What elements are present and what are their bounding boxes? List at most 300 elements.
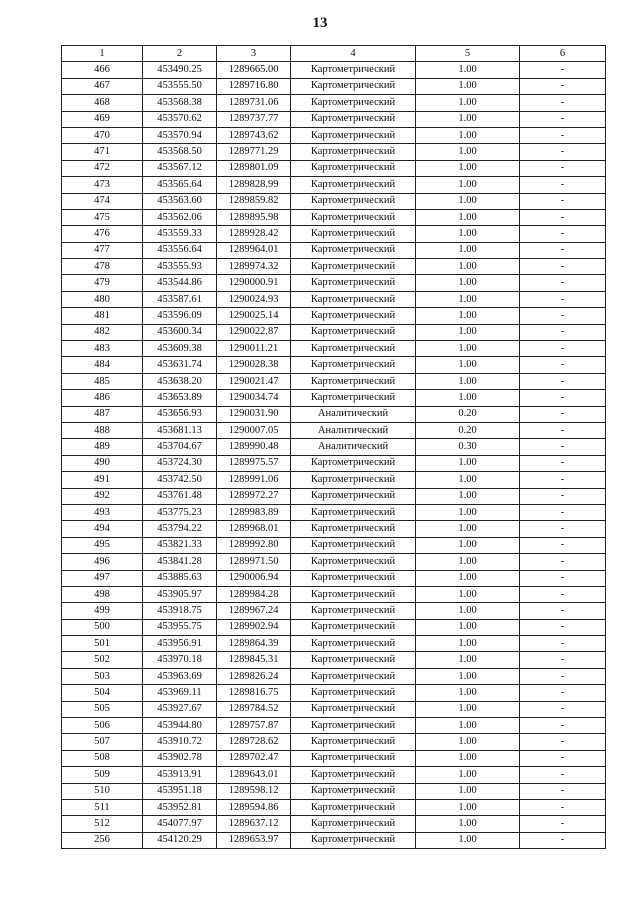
method-cell: Картометрический <box>291 603 416 619</box>
accuracy-cell: 1.00 <box>416 95 520 111</box>
y-coordinate-cell: 1290011.21 <box>217 341 291 357</box>
y-coordinate-cell: 1290022.87 <box>217 324 291 340</box>
note-cell: - <box>520 275 606 291</box>
method-cell: Картометрический <box>291 177 416 193</box>
point-number-cell: 500 <box>62 619 143 635</box>
table-row <box>62 750 606 766</box>
table-row <box>62 816 606 832</box>
point-number-cell: 466 <box>62 62 143 78</box>
column-header: 1 <box>62 46 143 62</box>
y-coordinate-cell: 1289967.24 <box>217 603 291 619</box>
accuracy-cell: 1.00 <box>416 127 520 143</box>
accuracy-cell: 1.00 <box>416 111 520 127</box>
accuracy-cell: 1.00 <box>416 701 520 717</box>
note-cell: - <box>520 341 606 357</box>
table-row <box>62 586 606 602</box>
accuracy-cell: 1.00 <box>416 488 520 504</box>
y-coordinate-cell: 1289895.98 <box>217 209 291 225</box>
accuracy-cell: 1.00 <box>416 750 520 766</box>
point-number-cell: 490 <box>62 455 143 471</box>
point-number-cell: 505 <box>62 701 143 717</box>
point-number-cell: 256 <box>62 832 143 848</box>
x-coordinate-cell: 453944.80 <box>143 718 217 734</box>
note-cell: - <box>520 586 606 602</box>
page-number: 13 <box>312 15 328 31</box>
method-cell: Картометрический <box>291 668 416 684</box>
x-coordinate-cell: 453596.09 <box>143 308 217 324</box>
point-number-cell: 495 <box>62 537 143 553</box>
point-number-cell: 468 <box>62 95 143 111</box>
table-row <box>62 439 606 455</box>
method-cell: Картометрический <box>291 652 416 668</box>
accuracy-cell: 1.00 <box>416 160 520 176</box>
table-row <box>62 209 606 225</box>
point-number-cell: 479 <box>62 275 143 291</box>
point-number-cell: 467 <box>62 78 143 94</box>
accuracy-cell: 0.30 <box>416 439 520 455</box>
table-row <box>62 488 606 504</box>
table-row <box>62 62 606 78</box>
method-cell: Картометрический <box>291 78 416 94</box>
note-cell: - <box>520 750 606 766</box>
accuracy-cell: 1.00 <box>416 341 520 357</box>
y-coordinate-cell: 1289757.87 <box>217 718 291 734</box>
point-number-cell: 476 <box>62 226 143 242</box>
x-coordinate-cell: 453562.06 <box>143 209 217 225</box>
x-coordinate-cell: 453600.34 <box>143 324 217 340</box>
column-header: 4 <box>291 46 416 62</box>
y-coordinate-cell: 1289971.50 <box>217 554 291 570</box>
x-coordinate-cell: 453570.94 <box>143 127 217 143</box>
note-cell: - <box>520 226 606 242</box>
accuracy-cell: 1.00 <box>416 619 520 635</box>
accuracy-cell: 1.00 <box>416 472 520 488</box>
y-coordinate-cell: 1290000.91 <box>217 275 291 291</box>
table-row <box>62 406 606 422</box>
point-number-cell: 492 <box>62 488 143 504</box>
x-coordinate-cell: 453559.33 <box>143 226 217 242</box>
table-row <box>62 275 606 291</box>
table-header-row <box>62 46 606 62</box>
table-row <box>62 177 606 193</box>
x-coordinate-cell: 453490.25 <box>143 62 217 78</box>
x-coordinate-cell: 453952.81 <box>143 799 217 815</box>
point-number-cell: 471 <box>62 144 143 160</box>
point-number-cell: 506 <box>62 718 143 734</box>
y-coordinate-cell: 1289828.99 <box>217 177 291 193</box>
method-cell: Картометрический <box>291 718 416 734</box>
y-coordinate-cell: 1289731.06 <box>217 95 291 111</box>
accuracy-cell: 1.00 <box>416 685 520 701</box>
point-number-cell: 472 <box>62 160 143 176</box>
note-cell: - <box>520 455 606 471</box>
accuracy-cell: 1.00 <box>416 570 520 586</box>
method-cell: Картометрический <box>291 537 416 553</box>
point-number-cell: 507 <box>62 734 143 750</box>
table-row <box>62 455 606 471</box>
accuracy-cell: 1.00 <box>416 783 520 799</box>
accuracy-cell: 1.00 <box>416 308 520 324</box>
note-cell: - <box>520 701 606 717</box>
y-coordinate-cell: 1290028.38 <box>217 357 291 373</box>
method-cell: Картометрический <box>291 685 416 701</box>
table-row <box>62 504 606 520</box>
x-coordinate-cell: 453902.78 <box>143 750 217 766</box>
coordinates-table <box>61 45 606 849</box>
point-number-cell: 497 <box>62 570 143 586</box>
table-row <box>62 259 606 275</box>
y-coordinate-cell: 1289990.48 <box>217 439 291 455</box>
table-row <box>62 111 606 127</box>
method-cell: Аналитический <box>291 439 416 455</box>
point-number-cell: 504 <box>62 685 143 701</box>
point-number-cell: 494 <box>62 521 143 537</box>
note-cell: - <box>520 177 606 193</box>
y-coordinate-cell: 1289845.31 <box>217 652 291 668</box>
note-cell: - <box>520 127 606 143</box>
note-cell: - <box>520 832 606 848</box>
accuracy-cell: 1.00 <box>416 799 520 815</box>
accuracy-cell: 1.00 <box>416 636 520 652</box>
table-row <box>62 226 606 242</box>
note-cell: - <box>520 390 606 406</box>
accuracy-cell: 1.00 <box>416 455 520 471</box>
point-number-cell: 510 <box>62 783 143 799</box>
method-cell: Картометрический <box>291 209 416 225</box>
y-coordinate-cell: 1289964.01 <box>217 242 291 258</box>
point-number-cell: 503 <box>62 668 143 684</box>
column-header: 2 <box>143 46 217 62</box>
x-coordinate-cell: 453742.50 <box>143 472 217 488</box>
table-row <box>62 799 606 815</box>
point-number-cell: 501 <box>62 636 143 652</box>
method-cell: Картометрический <box>291 127 416 143</box>
accuracy-cell: 0.20 <box>416 422 520 438</box>
method-cell: Картометрический <box>291 750 416 766</box>
method-cell: Картометрический <box>291 832 416 848</box>
method-cell: Картометрический <box>291 193 416 209</box>
x-coordinate-cell: 453927.67 <box>143 701 217 717</box>
y-coordinate-cell: 1289902.94 <box>217 619 291 635</box>
x-coordinate-cell: 453969.11 <box>143 685 217 701</box>
table-row <box>62 570 606 586</box>
method-cell: Картометрический <box>291 373 416 389</box>
accuracy-cell: 1.00 <box>416 718 520 734</box>
note-cell: - <box>520 619 606 635</box>
point-number-cell: 480 <box>62 291 143 307</box>
table-row <box>62 78 606 94</box>
table-row <box>62 685 606 701</box>
method-cell: Картометрический <box>291 390 416 406</box>
x-coordinate-cell: 453963.69 <box>143 668 217 684</box>
accuracy-cell: 1.00 <box>416 209 520 225</box>
table-row <box>62 603 606 619</box>
y-coordinate-cell: 1289928.42 <box>217 226 291 242</box>
method-cell: Картометрический <box>291 767 416 783</box>
table-row <box>62 422 606 438</box>
note-cell: - <box>520 422 606 438</box>
note-cell: - <box>520 62 606 78</box>
table-row <box>62 193 606 209</box>
point-number-cell: 491 <box>62 472 143 488</box>
y-coordinate-cell: 1289968.01 <box>217 521 291 537</box>
x-coordinate-cell: 453570.62 <box>143 111 217 127</box>
y-coordinate-cell: 1289983.89 <box>217 504 291 520</box>
x-coordinate-cell: 454077.97 <box>143 816 217 832</box>
point-number-cell: 486 <box>62 390 143 406</box>
accuracy-cell: 1.00 <box>416 242 520 258</box>
method-cell: Картометрический <box>291 701 416 717</box>
method-cell: Картометрический <box>291 291 416 307</box>
method-cell: Картометрический <box>291 111 416 127</box>
x-coordinate-cell: 453638.20 <box>143 373 217 389</box>
y-coordinate-cell: 1290025.14 <box>217 308 291 324</box>
note-cell: - <box>520 291 606 307</box>
note-cell: - <box>520 783 606 799</box>
y-coordinate-cell: 1289826.24 <box>217 668 291 684</box>
table-row <box>62 767 606 783</box>
point-number-cell: 498 <box>62 586 143 602</box>
note-cell: - <box>520 209 606 225</box>
point-number-cell: 502 <box>62 652 143 668</box>
column-header: 5 <box>416 46 520 62</box>
y-coordinate-cell: 1289784.52 <box>217 701 291 717</box>
accuracy-cell: 1.00 <box>416 357 520 373</box>
point-number-cell: 493 <box>62 504 143 520</box>
y-coordinate-cell: 1289716.80 <box>217 78 291 94</box>
x-coordinate-cell: 453794.22 <box>143 521 217 537</box>
column-header: 3 <box>217 46 291 62</box>
note-cell: - <box>520 406 606 422</box>
accuracy-cell: 1.00 <box>416 767 520 783</box>
method-cell: Картометрический <box>291 357 416 373</box>
note-cell: - <box>520 816 606 832</box>
point-number-cell: 488 <box>62 422 143 438</box>
method-cell: Картометрический <box>291 259 416 275</box>
note-cell: - <box>520 144 606 160</box>
x-coordinate-cell: 453656.93 <box>143 406 217 422</box>
x-coordinate-cell: 453724.30 <box>143 455 217 471</box>
accuracy-cell: 1.00 <box>416 554 520 570</box>
y-coordinate-cell: 1289702.47 <box>217 750 291 766</box>
x-coordinate-cell: 453956.91 <box>143 636 217 652</box>
table-row <box>62 718 606 734</box>
method-cell: Картометрический <box>291 554 416 570</box>
accuracy-cell: 1.00 <box>416 291 520 307</box>
accuracy-cell: 1.00 <box>416 144 520 160</box>
point-number-cell: 482 <box>62 324 143 340</box>
accuracy-cell: 1.00 <box>416 832 520 848</box>
x-coordinate-cell: 453761.48 <box>143 488 217 504</box>
table-row <box>62 373 606 389</box>
x-coordinate-cell: 453609.38 <box>143 341 217 357</box>
point-number-cell: 485 <box>62 373 143 389</box>
method-cell: Картометрический <box>291 521 416 537</box>
accuracy-cell: 1.00 <box>416 390 520 406</box>
method-cell: Картометрический <box>291 308 416 324</box>
y-coordinate-cell: 1289974.32 <box>217 259 291 275</box>
accuracy-cell: 1.00 <box>416 668 520 684</box>
method-cell: Картометрический <box>291 324 416 340</box>
method-cell: Картометрический <box>291 734 416 750</box>
accuracy-cell: 1.00 <box>416 226 520 242</box>
method-cell: Картометрический <box>291 242 416 258</box>
x-coordinate-cell: 453913.91 <box>143 767 217 783</box>
point-number-cell: 483 <box>62 341 143 357</box>
x-coordinate-cell: 453565.64 <box>143 177 217 193</box>
accuracy-cell: 1.00 <box>416 521 520 537</box>
accuracy-cell: 1.00 <box>416 537 520 553</box>
table-row <box>62 144 606 160</box>
accuracy-cell: 1.00 <box>416 504 520 520</box>
method-cell: Картометрический <box>291 488 416 504</box>
note-cell: - <box>520 799 606 815</box>
table-row <box>62 127 606 143</box>
x-coordinate-cell: 453918.75 <box>143 603 217 619</box>
method-cell: Картометрический <box>291 586 416 602</box>
note-cell: - <box>520 324 606 340</box>
table-row <box>62 668 606 684</box>
x-coordinate-cell: 453905.97 <box>143 586 217 602</box>
accuracy-cell: 1.00 <box>416 275 520 291</box>
accuracy-cell: 1.00 <box>416 62 520 78</box>
y-coordinate-cell: 1289653.97 <box>217 832 291 848</box>
note-cell: - <box>520 767 606 783</box>
method-cell: Картометрический <box>291 341 416 357</box>
point-number-cell: 477 <box>62 242 143 258</box>
y-coordinate-cell: 1290024.93 <box>217 291 291 307</box>
note-cell: - <box>520 570 606 586</box>
note-cell: - <box>520 193 606 209</box>
y-coordinate-cell: 1290021.47 <box>217 373 291 389</box>
note-cell: - <box>520 652 606 668</box>
method-cell: Картометрический <box>291 160 416 176</box>
note-cell: - <box>520 259 606 275</box>
note-cell: - <box>520 95 606 111</box>
x-coordinate-cell: 453910.72 <box>143 734 217 750</box>
x-coordinate-cell: 453631.74 <box>143 357 217 373</box>
point-number-cell: 487 <box>62 406 143 422</box>
table-row <box>62 832 606 848</box>
x-coordinate-cell: 453970.18 <box>143 652 217 668</box>
note-cell: - <box>520 357 606 373</box>
method-cell: Картометрический <box>291 816 416 832</box>
point-number-cell: 474 <box>62 193 143 209</box>
method-cell: Картометрический <box>291 62 416 78</box>
note-cell: - <box>520 160 606 176</box>
table-body <box>62 62 606 849</box>
y-coordinate-cell: 1289859.82 <box>217 193 291 209</box>
accuracy-cell: 1.00 <box>416 652 520 668</box>
accuracy-cell: 1.00 <box>416 324 520 340</box>
table-row <box>62 242 606 258</box>
y-coordinate-cell: 1290034.74 <box>217 390 291 406</box>
accuracy-cell: 1.00 <box>416 373 520 389</box>
note-cell: - <box>520 521 606 537</box>
note-cell: - <box>520 78 606 94</box>
y-coordinate-cell: 1289637.12 <box>217 816 291 832</box>
table-row <box>62 95 606 111</box>
point-number-cell: 475 <box>62 209 143 225</box>
note-cell: - <box>520 668 606 684</box>
method-cell: Картометрический <box>291 455 416 471</box>
accuracy-cell: 1.00 <box>416 734 520 750</box>
accuracy-cell: 1.00 <box>416 78 520 94</box>
accuracy-cell: 1.00 <box>416 259 520 275</box>
table-row <box>62 472 606 488</box>
table-row <box>62 160 606 176</box>
y-coordinate-cell: 1290031.90 <box>217 406 291 422</box>
point-number-cell: 496 <box>62 554 143 570</box>
note-cell: - <box>520 718 606 734</box>
table-row <box>62 357 606 373</box>
y-coordinate-cell: 1289992.80 <box>217 537 291 553</box>
table-row <box>62 619 606 635</box>
column-header: 6 <box>520 46 606 62</box>
table-row <box>62 652 606 668</box>
x-coordinate-cell: 453841.28 <box>143 554 217 570</box>
table-row <box>62 341 606 357</box>
method-cell: Картометрический <box>291 504 416 520</box>
x-coordinate-cell: 453775.23 <box>143 504 217 520</box>
method-cell: Картометрический <box>291 226 416 242</box>
note-cell: - <box>520 734 606 750</box>
point-number-cell: 469 <box>62 111 143 127</box>
method-cell: Картометрический <box>291 472 416 488</box>
x-coordinate-cell: 453951.18 <box>143 783 217 799</box>
accuracy-cell: 1.00 <box>416 816 520 832</box>
point-number-cell: 484 <box>62 357 143 373</box>
y-coordinate-cell: 1289984.28 <box>217 586 291 602</box>
method-cell: Картометрический <box>291 95 416 111</box>
accuracy-cell: 1.00 <box>416 603 520 619</box>
y-coordinate-cell: 1289801.09 <box>217 160 291 176</box>
table-row <box>62 390 606 406</box>
table-row <box>62 291 606 307</box>
y-coordinate-cell: 1289743.62 <box>217 127 291 143</box>
x-coordinate-cell: 453885.63 <box>143 570 217 586</box>
y-coordinate-cell: 1289665.00 <box>217 62 291 78</box>
table-row <box>62 324 606 340</box>
table-row <box>62 783 606 799</box>
point-number-cell: 478 <box>62 259 143 275</box>
y-coordinate-cell: 1289737.77 <box>217 111 291 127</box>
note-cell: - <box>520 554 606 570</box>
x-coordinate-cell: 453563.60 <box>143 193 217 209</box>
table-row <box>62 554 606 570</box>
accuracy-cell: 1.00 <box>416 586 520 602</box>
y-coordinate-cell: 1289728.62 <box>217 734 291 750</box>
method-cell: Картометрический <box>291 783 416 799</box>
point-number-cell: 470 <box>62 127 143 143</box>
note-cell: - <box>520 439 606 455</box>
accuracy-cell: 0.20 <box>416 406 520 422</box>
y-coordinate-cell: 1290006.94 <box>217 570 291 586</box>
table-row <box>62 308 606 324</box>
note-cell: - <box>520 537 606 553</box>
y-coordinate-cell: 1289771.29 <box>217 144 291 160</box>
y-coordinate-cell: 1289816.75 <box>217 685 291 701</box>
note-cell: - <box>520 603 606 619</box>
table-row <box>62 701 606 717</box>
point-number-cell: 473 <box>62 177 143 193</box>
x-coordinate-cell: 453653.89 <box>143 390 217 406</box>
note-cell: - <box>520 242 606 258</box>
point-number-cell: 499 <box>62 603 143 619</box>
note-cell: - <box>520 488 606 504</box>
x-coordinate-cell: 453568.50 <box>143 144 217 160</box>
note-cell: - <box>520 504 606 520</box>
